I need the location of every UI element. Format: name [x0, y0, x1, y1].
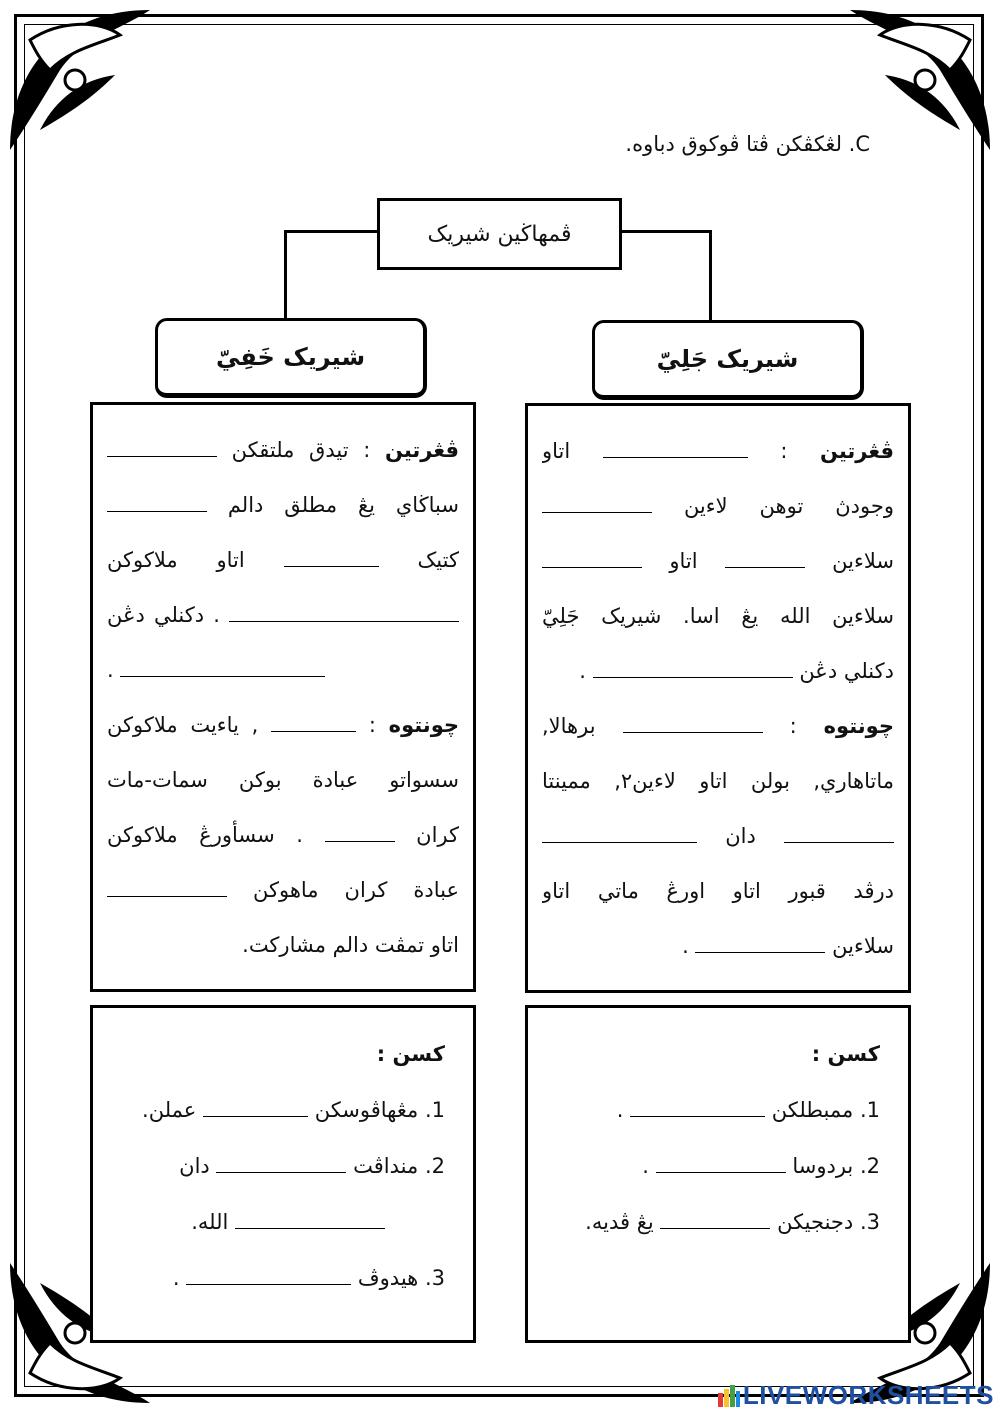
right-definition-line4: سلاءين الله يڠ اسا. شيريک جَلِيّ	[542, 604, 894, 628]
left-definition-line4: . دکنلي دڠن	[107, 603, 220, 627]
right-effect-3-num: 3.	[859, 1210, 880, 1234]
left-effect-2-text: منداڤت	[353, 1154, 419, 1178]
left-definition-label: ڤڠرتين	[384, 438, 459, 462]
right-effects-label: کسن :	[811, 1042, 880, 1066]
left-definition-line3a: کتيک	[417, 548, 459, 572]
right-definition-label: ڤڠرتين	[819, 439, 894, 463]
right-example-line5: سلاءين	[832, 934, 894, 958]
right-effect-1-text: ممبطلکن	[771, 1098, 854, 1122]
right-example-line3-mid: دان	[725, 824, 756, 848]
left-header-title: شيريک خَفِيّ	[215, 343, 366, 371]
left-blank-4[interactable]	[229, 603, 459, 622]
right-definition-line2: وجودڽ توهن لاءين	[683, 494, 894, 518]
right-effect-3-blank[interactable]	[660, 1210, 770, 1229]
right-example-line1-end: برهالا,	[542, 714, 596, 738]
left-example-colon: :	[368, 713, 376, 737]
right-effect-2-text: بردوسا	[792, 1154, 854, 1178]
right-definition-line1-end: اتاو	[542, 439, 571, 463]
right-blank-6[interactable]	[623, 714, 763, 733]
right-definition-line3a: سلاءين	[832, 549, 894, 573]
corner-ornament-top-left	[0, 0, 160, 160]
liveworksheets-logo-icon	[718, 1383, 740, 1405]
right-blank-4[interactable]	[542, 549, 642, 568]
right-blank-5[interactable]	[593, 659, 793, 678]
left-blank-5[interactable]	[120, 658, 325, 677]
right-header-title: شيريک جَلِيّ	[656, 345, 799, 373]
connector-right-vertical	[709, 230, 712, 320]
left-header-box	[155, 318, 427, 398]
right-effect-3-text: دجنجيکن	[777, 1210, 854, 1234]
left-blank-3[interactable]	[284, 548, 379, 567]
right-effect-2-blank[interactable]	[656, 1154, 786, 1173]
left-example-line5: اتاو تمڤت دالم مشارکت.	[242, 933, 459, 957]
right-blank-1[interactable]	[603, 439, 748, 458]
left-effect-3-text: هيدوڤ	[357, 1266, 419, 1290]
left-effect-2-num: 2.	[424, 1154, 445, 1178]
right-effect-1-end: .	[616, 1098, 624, 1122]
right-effect-3-end: يڠ ڤديه.	[585, 1210, 654, 1234]
right-header-box	[592, 320, 864, 400]
right-definition-line3b: اتاو	[669, 549, 698, 573]
diagram-title-box	[377, 198, 622, 270]
left-effect-1-blank[interactable]	[203, 1098, 308, 1117]
right-definition-line5-end: .	[579, 659, 586, 683]
watermark-text: LIVEWORKSHEETS	[742, 1380, 994, 1410]
instruction-text: C. لڠكڤكن ڤتا ڤوكوق دباوه.	[625, 132, 870, 156]
right-blank-9[interactable]	[695, 934, 825, 953]
connector-left-vertical	[284, 230, 287, 318]
right-example-line4: درڤد قبور اتاو اورڠ ماتي اتاو	[542, 879, 894, 903]
right-example-line2: ماتاهاري, بولن اتاو لاءين٢, ممينتا	[542, 769, 894, 793]
left-effect-1-num: 1.	[424, 1098, 445, 1122]
left-effect-2b-end: الله.	[191, 1210, 229, 1234]
right-definition-colon: :	[780, 439, 788, 463]
right-effect-1-blank[interactable]	[630, 1098, 765, 1117]
left-example-line3b: . سسأورڠ ملاکوکن	[107, 823, 303, 847]
left-example-line4: عبادة کران ماهوکن	[253, 878, 459, 902]
left-effect-1-end: عملن.	[142, 1098, 197, 1122]
right-effect-2-num: 2.	[859, 1154, 880, 1178]
right-blank-3[interactable]	[725, 549, 805, 568]
right-blank-2[interactable]	[542, 494, 652, 513]
right-blank-7[interactable]	[784, 824, 894, 843]
left-blank-7[interactable]	[325, 823, 395, 842]
left-blank-6[interactable]	[271, 713, 356, 732]
right-example-colon: :	[789, 714, 797, 738]
left-example-line2: سسواتو عبادة بوکن سمات-مات	[107, 768, 459, 792]
left-definition-line3b: اتاو ملاکوکن	[107, 548, 245, 572]
right-effect-2-end: .	[642, 1154, 649, 1178]
diagram-title: ڤمهاڬين شيريک	[427, 221, 572, 247]
left-effect-1-text: مڠهاڤوسکن	[314, 1098, 419, 1122]
left-effect-2b-blank[interactable]	[235, 1210, 385, 1229]
left-blank-1[interactable]	[107, 438, 217, 457]
right-example-label: چونتوه	[823, 714, 894, 738]
left-definition-line5-end: .	[107, 658, 114, 682]
right-effect-1-num: 1.	[859, 1098, 880, 1122]
left-effect-3-end: .	[172, 1266, 180, 1290]
left-example-label: چونتوه	[388, 713, 459, 737]
left-effects-box	[90, 1005, 476, 1343]
left-effect-2-end: دان	[179, 1154, 210, 1178]
connector-right-horizontal	[622, 230, 712, 233]
left-definition-line2: سباڬاي يڠ مطلق دالم	[227, 493, 459, 517]
left-example-line1: , ياءيت ملاکوکن	[107, 713, 259, 737]
left-effect-3-num: 3.	[424, 1266, 445, 1290]
left-effects-label: کسن :	[376, 1042, 445, 1066]
connector-left-horizontal	[285, 230, 377, 233]
left-blank-8[interactable]	[107, 878, 227, 897]
right-definition-line5: دکنلي دڠن	[799, 659, 894, 683]
left-effect-3-blank[interactable]	[186, 1266, 351, 1285]
liveworksheets-watermark	[718, 1380, 994, 1411]
right-effects-box	[525, 1005, 911, 1343]
left-content-box	[90, 402, 476, 992]
left-blank-2[interactable]	[107, 493, 207, 512]
right-blank-8[interactable]	[542, 824, 697, 843]
left-effect-2-blank[interactable]	[216, 1154, 346, 1173]
right-example-line5-end: .	[682, 934, 689, 958]
left-definition-line1: : تيدق ملتقکن	[231, 438, 371, 462]
right-content-box	[525, 403, 911, 993]
left-example-line3a: کران	[416, 823, 459, 847]
